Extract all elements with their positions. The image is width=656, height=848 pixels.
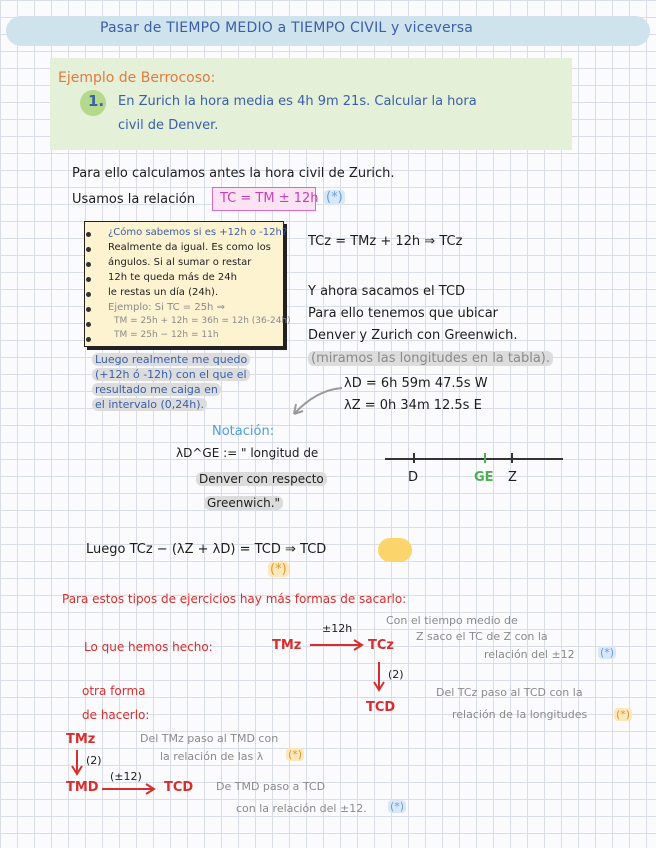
lambda-denver: λD = 6h 59m 47.5s W xyxy=(344,376,488,391)
note4-star xyxy=(388,800,406,813)
axis-label-ge: GE xyxy=(474,470,494,485)
afterwards-line: resultado me caiga en xyxy=(92,382,292,397)
step-text-1: Y ahora sacamos el TCD xyxy=(308,284,466,299)
bullet-dot xyxy=(86,307,91,312)
step2b-label: (2) xyxy=(86,754,102,767)
done-label: Lo que hemos hecho: xyxy=(84,640,213,654)
notation-def-3: Greenwich." xyxy=(204,496,283,510)
note4-line-a: De TMD paso a TCD xyxy=(216,780,326,793)
afterwards-line: Luego realmente me quedo xyxy=(92,352,292,367)
star-blue-marker: (*) xyxy=(600,646,615,659)
axis-tick-d xyxy=(413,453,415,463)
arrow-down-icon xyxy=(70,748,84,778)
axis-tick-ge xyxy=(484,453,486,463)
note-line: TM = 25h − 12h = 11h xyxy=(114,330,219,340)
note-line: ángulos. Si al sumar o restar xyxy=(108,257,252,268)
note2-line-a: Del TCz paso al TCD con la xyxy=(436,686,583,699)
eq-tcz: TCz = TMz + 12h ⇒ TCz xyxy=(308,234,463,249)
note-line: le restas un día (24h). xyxy=(108,287,219,298)
arrow-right-icon xyxy=(308,638,368,652)
star-orange-marker: (*) xyxy=(288,748,303,761)
tmz2-node: TMz xyxy=(66,732,96,747)
tmd-node: TMD xyxy=(66,780,99,795)
star-blue-marker: (*) xyxy=(390,800,405,813)
note-line: 12h te queda más de 24h xyxy=(108,272,237,283)
methods-heading: Para estos tipos de ejercicios hay más formas de sacarlo: xyxy=(62,592,407,606)
example-label: Ejemplo de Berrocoso: xyxy=(58,70,216,86)
afterwards-line: (+12h ó -12h) con el que el xyxy=(92,367,292,382)
star-orange-marker: (*) xyxy=(270,562,287,577)
intro-line-2: Usamos la relación xyxy=(72,192,196,207)
note1-star xyxy=(598,646,616,659)
axis-label-d: D xyxy=(408,470,419,485)
sticky-note-card xyxy=(84,221,284,347)
note3-line-a: Del TMz paso al TMD con xyxy=(140,732,279,745)
bullet-dot xyxy=(86,232,91,237)
note1-line-a: Con el tiempo medio de xyxy=(386,614,518,627)
luego-equation: Luego TCz − (λZ + λD) = TCD ⇒ TCD xyxy=(86,542,327,557)
note2-star xyxy=(614,708,632,721)
other-label-2: de hacerlo: xyxy=(82,708,150,722)
longitude-axis xyxy=(385,458,563,460)
notation-def-2: Denver con respecto xyxy=(196,472,327,486)
notation-title: Notación: xyxy=(212,424,275,439)
page-title: Pasar de TIEMPO MEDIO a TIEMPO CIVIL y viceversa xyxy=(100,20,473,36)
star-blue-marker: (*) xyxy=(326,190,343,205)
arrow-down-icon xyxy=(372,660,386,694)
pm12b-label: (±12) xyxy=(110,770,142,783)
lambda-zurich: λZ = 0h 34m 12.5s E xyxy=(344,398,482,413)
curved-arrow-icon xyxy=(286,384,346,420)
tcd-node: TCD xyxy=(366,700,396,715)
note3-line-b: la relación de las λ xyxy=(160,750,264,763)
note-line: Realmente da igual. Es como los xyxy=(108,242,271,253)
example-line-1: En Zurich la hora media es 4h 9m 21s. Calcular la hora xyxy=(118,94,477,109)
step-text-2: Para ello tenemos que ubicar xyxy=(308,306,499,321)
notation-def-1: λD^GE := " longitud de xyxy=(176,446,319,460)
intro-star xyxy=(324,190,345,205)
note4-line-b: con la relación del ±12. xyxy=(236,802,367,815)
note1-line-b: Z saco el TC de Z con la xyxy=(416,630,548,643)
arrow-right-icon xyxy=(100,782,160,796)
bullet-dot xyxy=(86,322,91,327)
step2-label: (2) xyxy=(388,668,404,681)
bullet-dot xyxy=(86,337,91,342)
result-highlight xyxy=(378,538,412,562)
note-line: Ejemplo: Si TC = 25h ⇒ xyxy=(108,302,225,313)
bullet-dot xyxy=(86,277,91,282)
note-line: TM = 25h + 12h = 36h = 12h (36-24h) xyxy=(114,316,291,326)
axis-tick-z xyxy=(511,453,513,463)
note1-line-c: relación del ±12 xyxy=(484,648,575,661)
tcz-node: TCz xyxy=(368,638,394,653)
pm12-label: ±12h xyxy=(322,622,353,635)
star-orange-marker: (*) xyxy=(616,708,631,721)
other-label-1: otra forma xyxy=(82,684,146,698)
example-number: 1. xyxy=(88,92,105,110)
tmz-node: TMz xyxy=(272,638,302,653)
note3-star xyxy=(286,748,304,761)
note2-line-b: relación de la longitudes xyxy=(452,708,588,721)
example-line-2: civil de Denver. xyxy=(118,118,219,133)
afterwards-note xyxy=(92,352,292,412)
bullet-dot xyxy=(86,247,91,252)
intro-line-1: Para ello calculamos antes la hora civil de Zurich. xyxy=(72,166,395,181)
axis-label-z: Z xyxy=(508,470,517,485)
formula-tc-tm: TC = TM ± 12h xyxy=(220,191,319,206)
step-text-3: Denver y Zurich con Greenwich. xyxy=(308,328,518,343)
bullet-dot xyxy=(86,292,91,297)
afterwards-line: el intervalo (0,24h). xyxy=(92,397,292,412)
bullet-dot xyxy=(86,262,91,267)
luego-star xyxy=(268,562,289,577)
note-line: ¿Cómo sabemos si es +12h o -12h? xyxy=(108,227,288,238)
step-text-4: (miramos las longitudes en la tabla). xyxy=(308,351,553,366)
tcd2-node: TCD xyxy=(164,780,194,795)
